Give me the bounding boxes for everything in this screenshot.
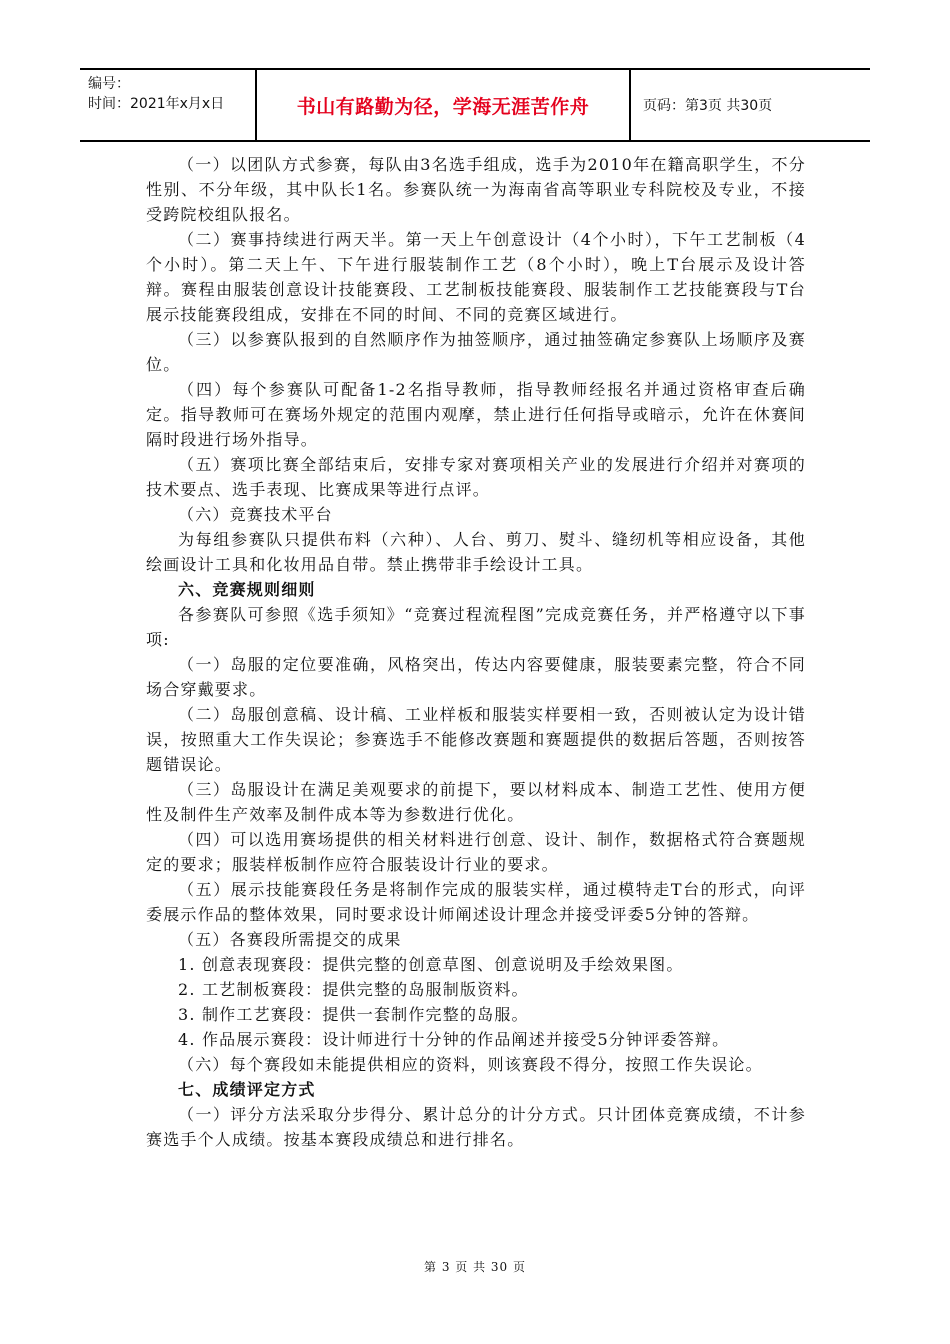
paragraph: （五）展示技能赛段任务是将制作完成的服装实样，通过模特走T台的形式，向评委展示作品的整体效果，同时要求设计师阐述设计理念并接受评委5分钟的答辩。 [146, 880, 806, 924]
paragraph: 为每组参赛队只提供布料（六种）、人台、剪刀、熨斗、缝纫机等相应设备，其他绘画设计工具和化妆用品自带。禁止携带非手绘设计工具。 [146, 530, 806, 574]
section-heading: 六、竞赛规则细则 [178, 580, 316, 599]
page-footer: 第 3 页 共 30 页 [424, 1260, 526, 1274]
paragraph: （一）以团队方式参赛，每队由3名选手组成，选手为2010年在籍高职学生，不分性别、不分年级，其中队长1名。参赛队统一为海南省高等职业专科院校及专业，不接受跨院校组队报名。 [146, 155, 806, 224]
paragraph: （一）岛服的定位要准确，风格突出，传达内容要健康，服装要素完整，符合不同场合穿戴要求。 [146, 655, 806, 699]
paragraph: （五）各赛段所需提交的成果 [178, 930, 402, 949]
paragraph: （六）竞赛技术平台 [178, 505, 333, 524]
list-item: 3. 制作工艺赛段：提供一套制作完整的岛服。 [178, 1005, 529, 1024]
list-item: 1. 创意表现赛段：提供完整的创意草图、创意说明及手绘效果图。 [178, 955, 684, 974]
list-item: 2. 工艺制板赛段：提供完整的岛服制版资料。 [178, 980, 529, 999]
paragraph: （二）赛事持续进行两天半。第一天上午创意设计（4个小时），下午工艺制板（4个小时）。第二天上午、下午进行服装制作工艺（8个小时），晚上T台展示及设计答辩。赛程由服装创意设计技能赛段、工艺制板技能赛段、服装制作工艺技能赛段与T台展示技能赛段组成，安排在不同的时间、不同的竞赛区域进行。 [146, 230, 806, 324]
paragraph: 各参赛队可参照《选手须知》“竞赛过程流程图”完成竞赛任务，并严格遵守以下事项: [146, 605, 806, 649]
number-label: 编号： [88, 76, 130, 92]
paragraph: （四）每个参赛队可配备1-2名指导教师，指导教师经报名并通过资格审查后确定。指导教师可在赛场外规定的范围内观摩，禁止进行任何指导或暗示，允许在休赛间隔时段进行场外指导。 [146, 380, 806, 449]
paragraph: （二）岛服创意稿、设计稿、工业样板和服装实样要相一致，否则被认定为设计错误，按照重大工作失误论；参赛选手不能修改赛题和赛题提供的数据后答题，否则按答题错误论。 [146, 705, 806, 774]
header-meta [80, 70, 257, 140]
page-header [80, 68, 870, 142]
paragraph: （三）以参赛队报到的自然顺序作为抽签顺序，通过抽签确定参赛队上场顺序及赛位。 [146, 330, 806, 374]
paragraph: （六）每个赛段如未能提供相应的资料，则该赛段不得分，按照工作失误论。 [178, 1055, 763, 1074]
paragraph: （三）岛服设计在满足美观要求的前提下，要以材料成本、制造工艺性、使用方便性及制件生产效率及制件成本等为参数进行优化。 [146, 780, 806, 824]
section-heading: 七、成绩评定方式 [178, 1080, 316, 1099]
document-body [146, 152, 806, 1152]
paragraph: （四）可以选用赛场提供的相关材料进行创意、设计、制作，数据格式符合赛题规定的要求；服装样板制作应符合服装设计行业的要求。 [146, 830, 806, 874]
paragraph: （五）赛项比赛全部结束后，安排专家对赛项相关产业的发展进行介绍并对赛项的技术要点、选手表现、比赛成果等进行点评。 [146, 455, 806, 499]
list-item: 4. 作品展示赛段：设计师进行十分钟的作品阐述并接受5分钟评委答辩。 [178, 1030, 730, 1049]
paragraph: （一）评分方法采取分步得分、累计总分的计分方式。只计团体竞赛成绩，不计参赛选手个人成绩。按基本赛段成绩总和进行排名。 [146, 1105, 806, 1149]
time-label: 时间：2021年x月x日 [88, 96, 225, 112]
header-page-label: 页码：第3页 共30页 [643, 98, 773, 114]
header-motto: 书山有路勤为径，学海无涯苦作舟 [257, 70, 631, 140]
